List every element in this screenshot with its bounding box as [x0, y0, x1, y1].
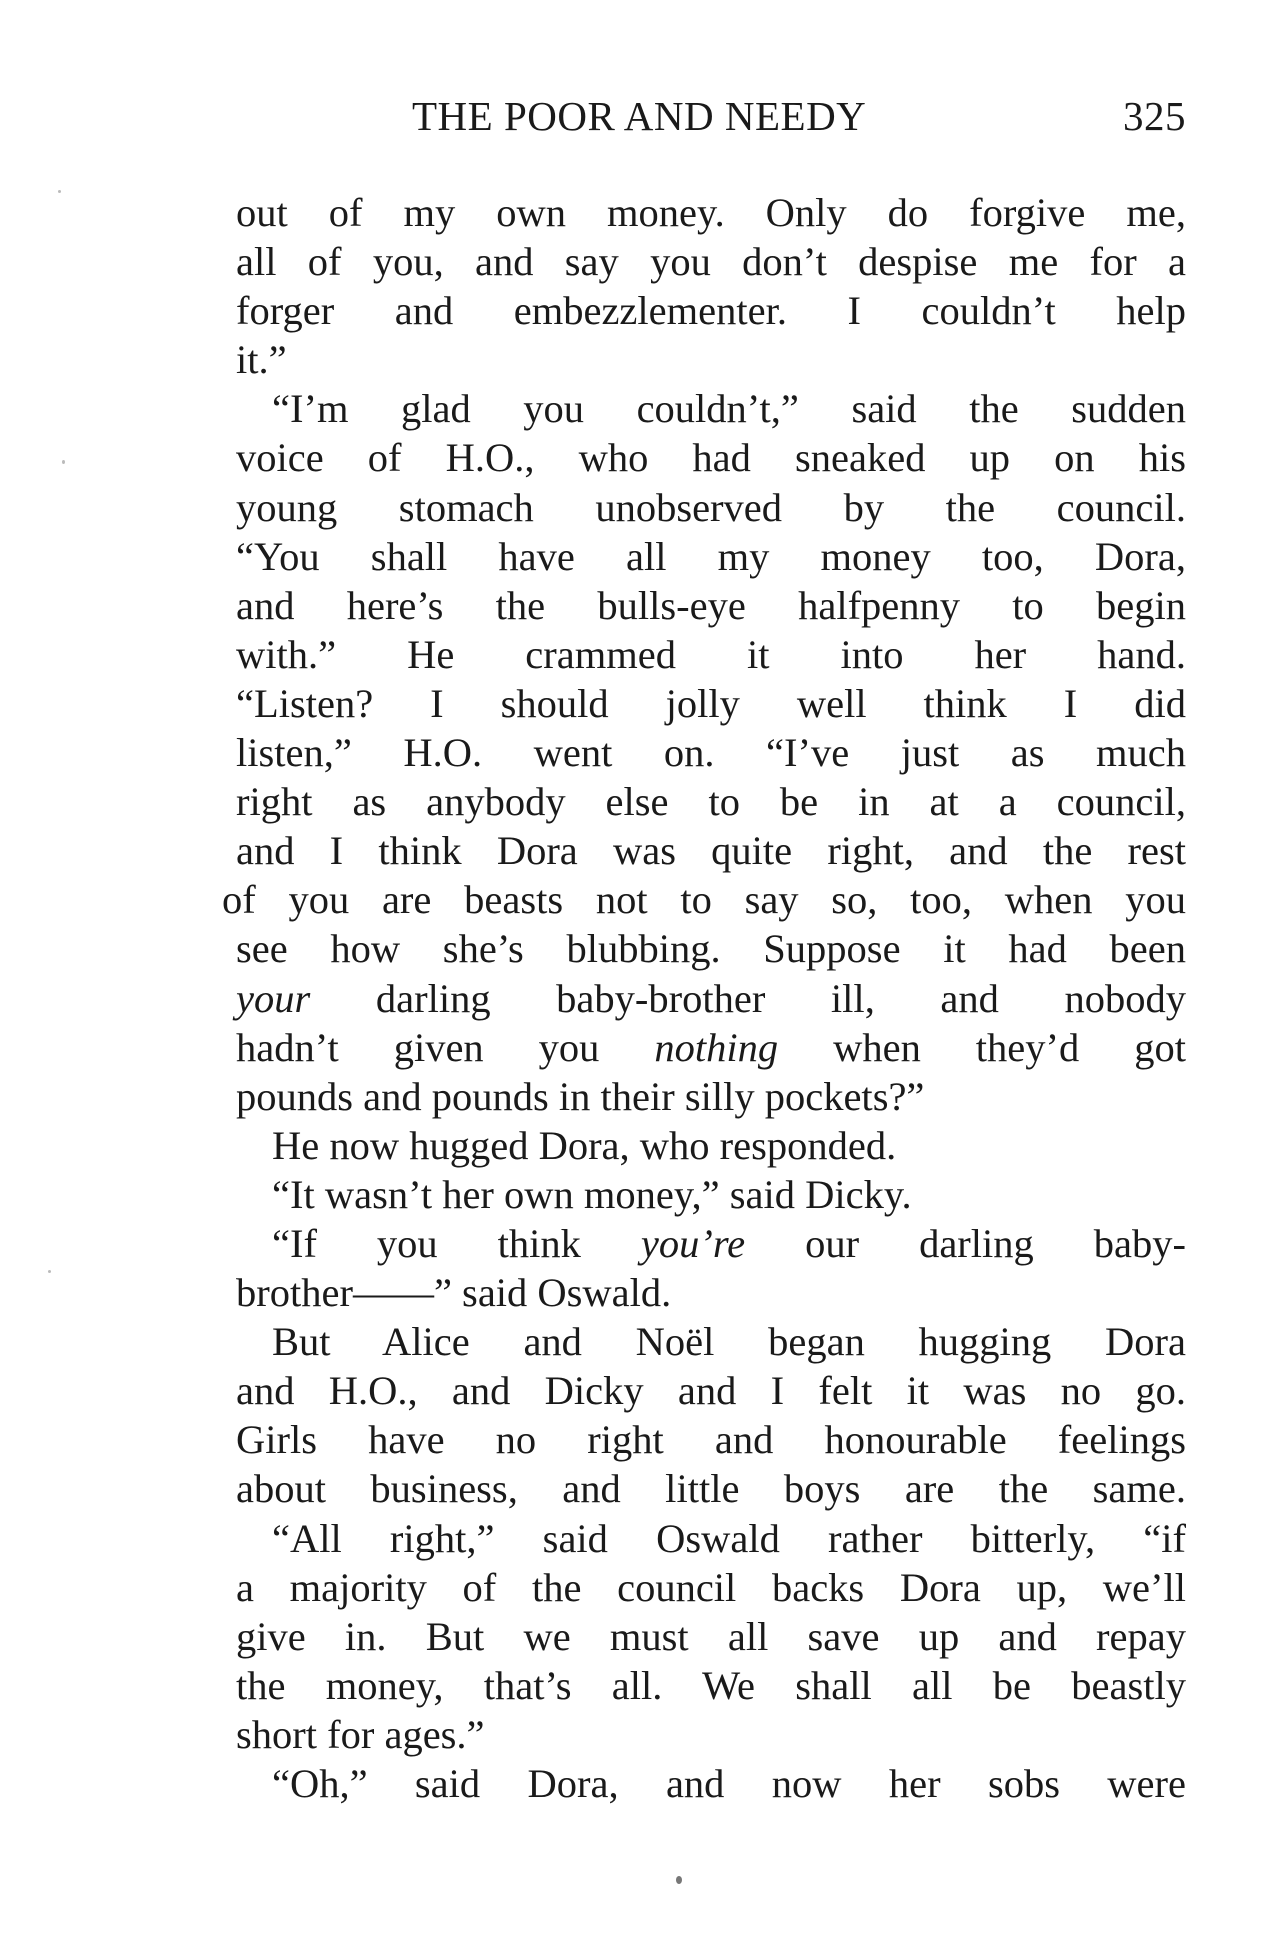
text-line: see how she’s blubbing. Suppose it had been [236, 926, 1186, 972]
italic-text: you’re [640, 1220, 746, 1266]
text-line: a majority of the council backs Dora up, we’ll [236, 1564, 1186, 1610]
text-line: voice of H.O., who had sneaked up on his [236, 435, 1186, 481]
text-line: brother——” said Oswald. [236, 1270, 672, 1316]
text-line: pounds and pounds in their silly pockets?” [236, 1073, 925, 1119]
text-line [236, 974, 1186, 1023]
margin-speck [62, 460, 65, 464]
text-line: Girls have no right and honourable feelings [236, 1417, 1186, 1463]
line-text: our darling baby- [745, 1220, 1186, 1266]
text-line: “It wasn’t her own money,” said Dicky. [272, 1171, 912, 1217]
margin-speck [48, 1270, 51, 1273]
text-line: forger and embezzlementer. I couldn’t help [236, 288, 1186, 334]
text-line: with.” He crammed it into her hand. [236, 631, 1186, 677]
text-line: of you are beasts not to say so, too, when you [222, 877, 1186, 923]
text-line: “Listen? I should jolly well think I did [236, 680, 1186, 726]
text-line: all of you, and say you don’t despise me for a [236, 239, 1186, 285]
text-line: young stomach unobserved by the council. [236, 484, 1186, 530]
margin-speck [58, 190, 61, 193]
text-line: and here’s the bulls-eye halfpenny to begin [236, 582, 1186, 628]
text-line [236, 1219, 1186, 1268]
body-text [222, 188, 1186, 1808]
text-line: out of my own money. Only do forgive me, [236, 190, 1186, 235]
text-line: about business, and little boys are the same. [236, 1466, 1186, 1512]
line-text: “If you think [272, 1220, 641, 1266]
text-line: right as anybody else to be in at a council, [236, 779, 1186, 825]
text-line: “I’m glad you couldn’t,” said the sudden [272, 386, 1186, 432]
italic-text: nothing [654, 1024, 779, 1070]
text-line: “You shall have all my money too, Dora, [236, 533, 1186, 579]
text-line: and H.O., and Dicky and I felt it was no go. [236, 1368, 1186, 1414]
text-line [236, 1023, 1186, 1072]
text-line: “All right,” said Oswald rather bitterly, “if [272, 1515, 1186, 1561]
text-line: it.” [236, 337, 287, 383]
line-text: hadn’t given you [236, 1024, 655, 1070]
line-text: darling baby-brother ill, and nobody [310, 975, 1186, 1021]
text-line: listen,” H.O. went on. “I’ve just as much [236, 730, 1186, 776]
text-line: and I think Dora was quite right, and the rest [236, 828, 1186, 874]
printer-mark [676, 1876, 682, 1884]
text-line: He now hugged Dora, who responded. [272, 1122, 897, 1168]
text-line: give in. But we must all save up and repay [236, 1613, 1186, 1659]
text-line: “Oh,” said Dora, and now her sobs were [272, 1761, 1186, 1806]
page-number: 325 [1123, 93, 1186, 139]
line-text: when they’d got [778, 1024, 1186, 1070]
italic-text: your [236, 975, 311, 1021]
running-title: THE POOR AND NEEDY [412, 93, 867, 139]
running-head [236, 92, 1186, 142]
text-line: But Alice and Noël began hugging Dora [272, 1319, 1186, 1365]
text-line: the money, that’s all. We shall all be beastly [236, 1662, 1186, 1708]
text-line: short for ages.” [236, 1711, 485, 1757]
